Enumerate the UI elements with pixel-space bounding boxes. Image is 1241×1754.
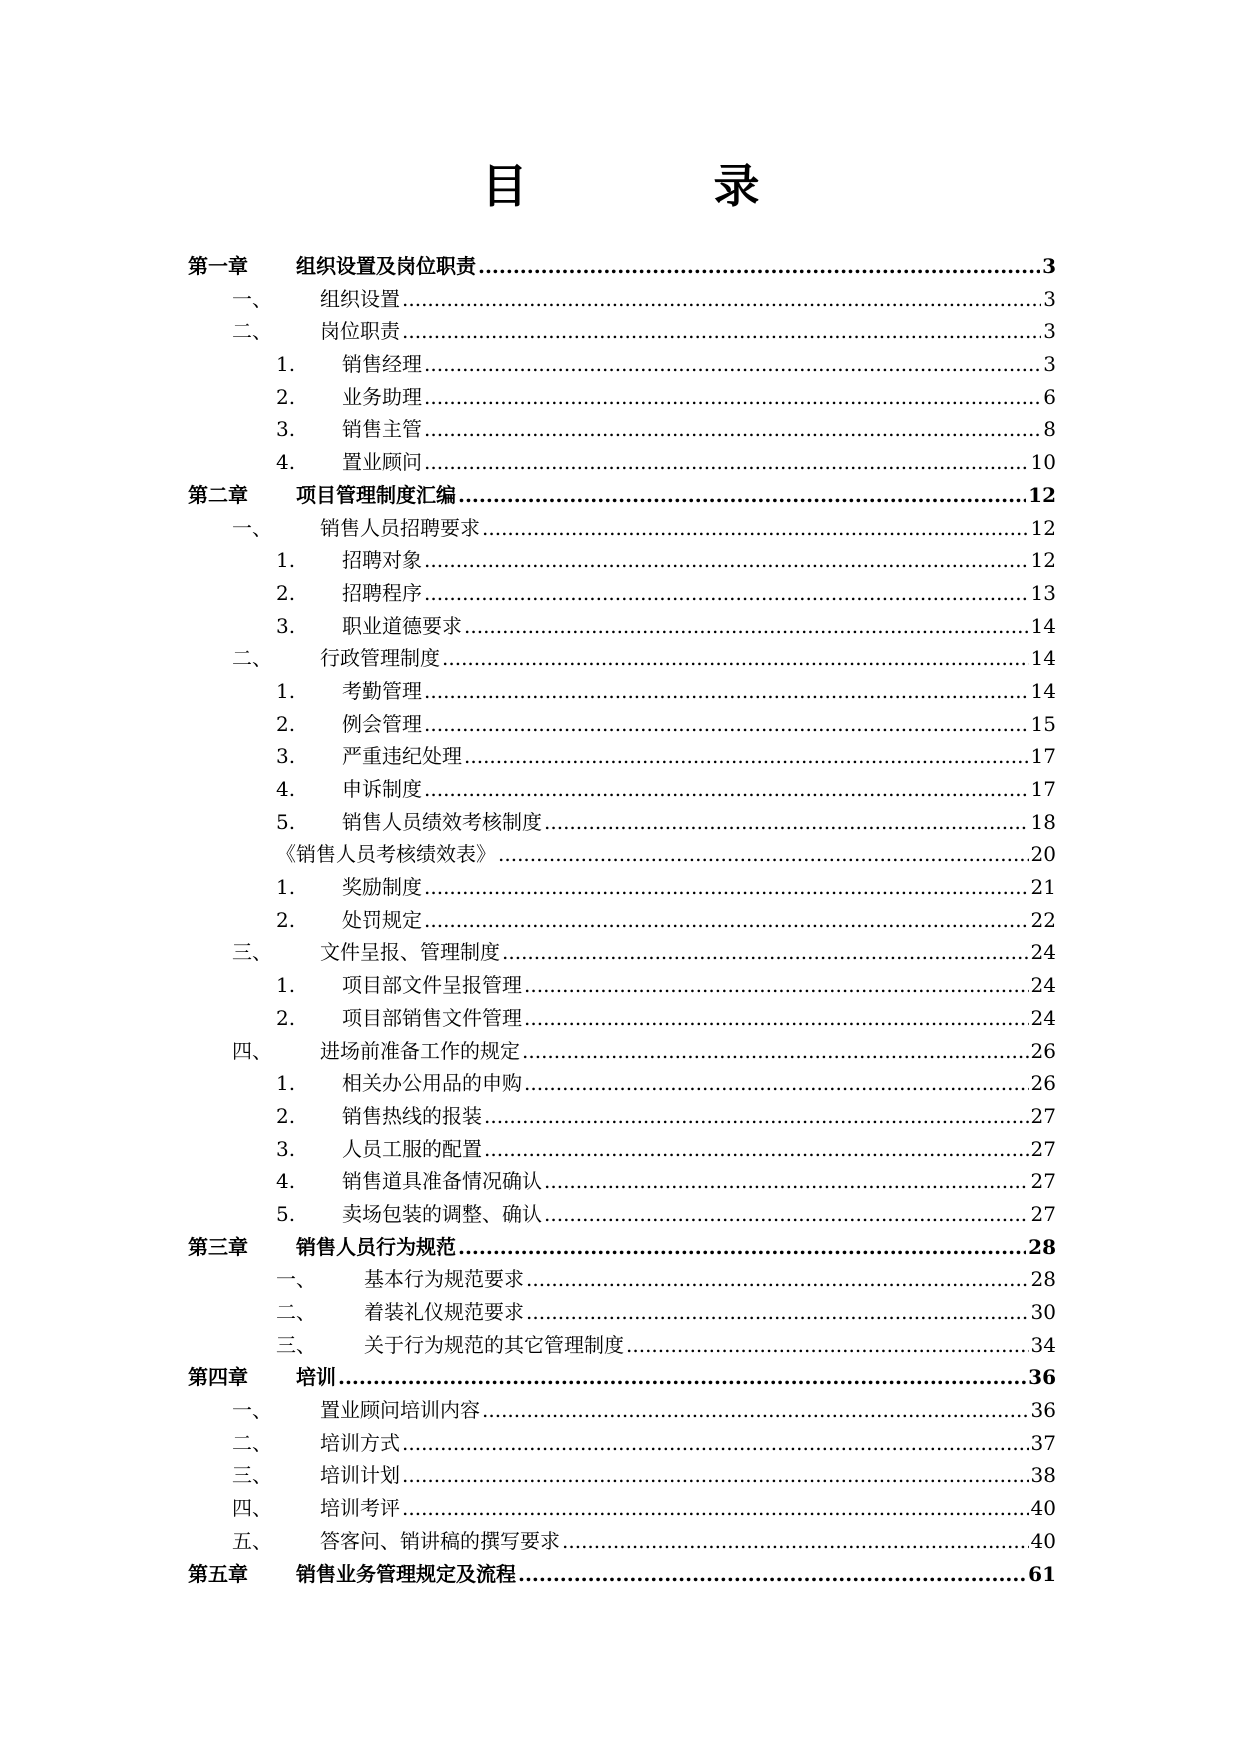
toc-leader-dots (482, 512, 1029, 545)
toc-leader-dots (522, 1035, 1029, 1068)
toc-entry-number: 5. (276, 1201, 296, 1226)
toc-entry-number: 一、 (232, 1398, 272, 1423)
toc-leader-dots (464, 740, 1029, 773)
toc-leader-dots (424, 446, 1029, 479)
toc-entry[interactable] (188, 740, 1056, 773)
toc-leader-dots (424, 348, 1041, 381)
toc-entry-title: 严重违纪处理 (342, 744, 462, 769)
toc-entry-page: 21 (1030, 875, 1056, 900)
toc-entry-title: 项目部文件呈报管理 (342, 973, 522, 998)
toc-entry-number: 第二章 (188, 482, 248, 507)
toc-leader-dots (482, 1394, 1029, 1427)
toc-entry-page: 3 (1043, 319, 1056, 344)
toc-entry-page: 3 (1043, 286, 1056, 311)
toc-entry[interactable] (188, 936, 1056, 969)
toc-entry-page: 34 (1030, 1332, 1056, 1357)
toc-entry-number: 1. (276, 1071, 296, 1096)
toc-entry-title: 行政管理制度 (320, 646, 440, 671)
table-of-contents (188, 250, 1056, 1590)
toc-entry-page: 17 (1030, 777, 1056, 801)
toc-entry-page: 13 (1030, 580, 1056, 605)
toc-entry[interactable] (188, 1525, 1056, 1558)
toc-entry[interactable] (188, 1427, 1056, 1460)
toc-entry-page: 30 (1030, 1300, 1056, 1324)
toc-entry[interactable] (188, 348, 1056, 381)
toc-entry-page: 28 (1030, 1267, 1056, 1292)
toc-entry[interactable] (188, 1329, 1056, 1362)
toc-leader-dots (544, 1198, 1029, 1231)
toc-leader-dots (484, 1133, 1029, 1166)
toc-entry-number: 第五章 (188, 1561, 248, 1586)
toc-entry[interactable] (188, 675, 1056, 708)
toc-entry-page: 12 (1028, 482, 1056, 507)
toc-leader-dots (424, 544, 1029, 577)
toc-entry-page: 27 (1030, 1136, 1056, 1161)
toc-entry-title: 培训计划 (320, 1463, 400, 1488)
toc-entry-number: 3. (276, 744, 296, 769)
toc-entry-title: 项目管理制度汇编 (296, 482, 456, 507)
toc-entry-title: 考勤管理 (342, 678, 422, 703)
toc-entry-number: 第四章 (188, 1365, 248, 1390)
toc-entry[interactable] (188, 1296, 1056, 1329)
toc-leader-dots (544, 806, 1029, 839)
toc-entry-page: 61 (1028, 1561, 1056, 1586)
toc-entry[interactable] (188, 1394, 1056, 1427)
toc-entry-title: 奖励制度 (342, 875, 422, 900)
toc-entry-page: 40 (1030, 1528, 1056, 1553)
toc-entry[interactable] (188, 1002, 1056, 1035)
toc-entry[interactable] (188, 1198, 1056, 1231)
toc-entry-number: 3. (276, 417, 296, 442)
toc-entry-page: 24 (1030, 1005, 1056, 1030)
toc-entry[interactable] (188, 1558, 1056, 1591)
toc-entry-title: 处罚规定 (342, 907, 422, 932)
toc-entry[interactable] (188, 1361, 1056, 1394)
toc-entry-page: 27 (1030, 1201, 1056, 1226)
toc-entry-page: 14 (1030, 678, 1056, 703)
toc-entry-number: 第三章 (188, 1234, 248, 1259)
toc-entry-number: 四、 (232, 1496, 272, 1521)
toc-entry-number: 三、 (276, 1332, 316, 1357)
toc-entry-page: 27 (1030, 1169, 1056, 1194)
toc-entry-page: 24 (1030, 940, 1056, 965)
toc-entry-title: 销售经理 (342, 352, 422, 377)
toc-entry[interactable] (188, 381, 1056, 414)
toc-leader-dots (458, 1231, 1026, 1264)
toc-entry-number: 二、 (232, 646, 272, 671)
toc-entry[interactable] (188, 413, 1056, 446)
toc-leader-dots (424, 675, 1029, 708)
toc-entry-number: 1. (276, 875, 296, 900)
toc-entry[interactable] (188, 708, 1056, 741)
toc-entry-page: 15 (1030, 711, 1056, 736)
toc-entry-title: 人员工服的配置 (342, 1136, 482, 1161)
toc-entry[interactable] (188, 577, 1056, 610)
toc-entry-number: 5. (276, 809, 296, 834)
toc-entry-title: 相关办公用品的申购 (342, 1071, 522, 1096)
toc-leader-dots (424, 708, 1029, 741)
toc-entry-title: 卖场包装的调整、确认 (342, 1201, 542, 1226)
toc-leader-dots (424, 773, 1029, 806)
toc-entry-number: 四、 (232, 1038, 272, 1063)
toc-entry-number: 4. (276, 1169, 296, 1194)
toc-entry[interactable] (188, 1100, 1056, 1133)
toc-entry[interactable] (188, 544, 1056, 577)
toc-leader-dots (524, 969, 1029, 1002)
toc-leader-dots (402, 283, 1041, 316)
toc-entry-number: 一、 (276, 1267, 316, 1292)
toc-entry-title: 业务助理 (342, 384, 422, 409)
toc-entry[interactable] (188, 250, 1056, 283)
toc-entry-page: 8 (1043, 417, 1056, 442)
toc-entry[interactable] (188, 315, 1056, 348)
toc-entry-title: 销售人员行为规范 (296, 1234, 456, 1259)
toc-entry-page: 40 (1030, 1496, 1056, 1521)
toc-entry-title: 进场前准备工作的规定 (320, 1038, 520, 1063)
toc-entry-title: 《销售人员考核绩效表》 (276, 842, 496, 867)
toc-entry-title: 置业顾问 (342, 450, 422, 475)
toc-entry-number: 3. (276, 1136, 296, 1161)
toc-entry-title: 组织设置 (320, 286, 400, 311)
toc-entry-page: 3 (1042, 254, 1056, 278)
toc-entry[interactable] (188, 1133, 1056, 1166)
toc-entry-number: 2. (276, 384, 296, 409)
toc-entry-title: 销售人员招聘要求 (320, 515, 480, 540)
toc-entry-number: 二、 (232, 1430, 272, 1455)
toc-entry-number: 1. (276, 548, 296, 573)
toc-entry-title: 项目部销售文件管理 (342, 1005, 522, 1030)
toc-leader-dots (626, 1329, 1029, 1362)
toc-entry-number: 1. (276, 678, 296, 703)
toc-entry-page: 27 (1030, 1103, 1056, 1128)
toc-leader-dots (526, 1296, 1029, 1329)
toc-entry-title: 招聘程序 (342, 580, 422, 605)
toc-entry-title: 文件呈报、管理制度 (320, 940, 500, 965)
toc-entry-number: 三、 (232, 1463, 272, 1488)
toc-leader-dots (402, 1427, 1029, 1460)
toc-entry-number: 1. (276, 352, 296, 377)
toc-entry[interactable] (188, 904, 1056, 937)
toc-entry-number: 三、 (232, 940, 272, 965)
toc-entry-page: 28 (1028, 1234, 1056, 1259)
toc-entry[interactable] (188, 969, 1056, 1002)
toc-entry-title: 销售热线的报装 (342, 1103, 482, 1128)
toc-entry-page: 36 (1030, 1398, 1056, 1423)
toc-entry[interactable] (188, 871, 1056, 904)
toc-entry-page: 17 (1030, 744, 1056, 769)
toc-entry-page: 14 (1030, 613, 1056, 638)
toc-entry-number: 1. (276, 973, 296, 998)
toc-entry-title: 例会管理 (342, 711, 422, 736)
toc-entry-page: 12 (1030, 548, 1056, 573)
toc-entry[interactable] (188, 838, 1056, 871)
toc-entry-number: 2. (276, 1005, 296, 1030)
toc-entry-number: 第一章 (188, 254, 248, 278)
toc-entry-title: 培训 (296, 1365, 336, 1390)
toc-entry[interactable] (188, 1231, 1056, 1264)
toc-leader-dots (518, 1558, 1026, 1591)
toc-entry-title: 培训考评 (320, 1496, 400, 1521)
toc-entry-number: 2. (276, 711, 296, 736)
toc-entry-number: 4. (276, 777, 296, 801)
toc-entry-number: 一、 (232, 515, 272, 540)
toc-leader-dots (402, 315, 1041, 348)
toc-entry-number: 二、 (276, 1300, 316, 1324)
toc-entry-title: 关于行为规范的其它管理制度 (364, 1332, 624, 1357)
toc-entry-title: 招聘对象 (342, 548, 422, 573)
toc-entry-number: 2. (276, 907, 296, 932)
toc-entry[interactable] (188, 1035, 1056, 1068)
toc-entry-number: 3. (276, 613, 296, 638)
toc-leader-dots (424, 577, 1029, 610)
toc-entry[interactable] (188, 512, 1056, 545)
toc-entry-page: 3 (1043, 352, 1056, 377)
toc-leader-dots (524, 1067, 1029, 1100)
toc-entry-title: 销售主管 (342, 417, 422, 442)
toc-entry[interactable] (188, 479, 1056, 512)
toc-leader-dots (562, 1525, 1029, 1558)
toc-entry-page: 18 (1030, 809, 1056, 834)
toc-entry-title: 置业顾问培训内容 (320, 1398, 480, 1423)
page-title: 目 录 (481, 159, 830, 213)
toc-entry-title: 申诉制度 (342, 777, 422, 801)
toc-entry-title: 基本行为规范要求 (364, 1267, 524, 1292)
toc-entry-number: 2. (276, 580, 296, 605)
toc-entry-title: 着装礼仪规范要求 (364, 1300, 524, 1324)
toc-entry[interactable] (188, 1165, 1056, 1198)
toc-entry-title: 销售人员绩效考核制度 (342, 809, 542, 834)
toc-leader-dots (338, 1361, 1026, 1394)
toc-leader-dots (424, 871, 1029, 904)
toc-entry[interactable] (188, 806, 1056, 839)
toc-entry[interactable] (188, 446, 1056, 479)
toc-entry-page: 37 (1030, 1430, 1056, 1455)
toc-entry-page: 20 (1030, 842, 1056, 867)
toc-entry[interactable] (188, 283, 1056, 316)
toc-entry[interactable] (188, 1459, 1056, 1492)
toc-leader-dots (498, 838, 1029, 871)
toc-entry[interactable] (188, 1492, 1056, 1525)
toc-entry-title: 岗位职责 (320, 319, 400, 344)
toc-entry-page: 38 (1030, 1463, 1056, 1488)
toc-entry-number: 一、 (232, 286, 272, 311)
toc-leader-dots (544, 1165, 1029, 1198)
toc-entry-page: 36 (1028, 1365, 1056, 1390)
toc-entry-number: 二、 (232, 319, 272, 344)
toc-leader-dots (502, 936, 1029, 969)
toc-leader-dots (424, 413, 1041, 446)
toc-entry-page: 26 (1030, 1038, 1056, 1063)
toc-entry-title: 职业道德要求 (342, 613, 462, 638)
toc-leader-dots (402, 1459, 1029, 1492)
toc-entry[interactable] (188, 642, 1056, 675)
toc-entry-title: 培训方式 (320, 1430, 400, 1455)
toc-leader-dots (424, 904, 1029, 937)
toc-entry[interactable] (188, 1263, 1056, 1296)
toc-entry-page: 14 (1030, 646, 1056, 671)
toc-entry-number: 2. (276, 1103, 296, 1128)
toc-leader-dots (458, 479, 1026, 512)
toc-leader-dots (442, 642, 1029, 675)
toc-entry[interactable] (188, 610, 1056, 643)
toc-entry-page: 24 (1030, 973, 1056, 998)
toc-entry-title: 答客问、销讲稿的撰写要求 (320, 1528, 560, 1553)
toc-entry-page: 22 (1030, 907, 1056, 932)
toc-entry-title: 销售业务管理规定及流程 (296, 1561, 516, 1586)
toc-entry-page: 26 (1030, 1071, 1056, 1096)
toc-entry-title: 销售道具准备情况确认 (342, 1169, 542, 1194)
toc-entry-page: 6 (1043, 384, 1056, 409)
toc-entry-number: 4. (276, 450, 296, 475)
toc-entry-page: 12 (1030, 515, 1056, 540)
toc-leader-dots (524, 1002, 1029, 1035)
toc-leader-dots (424, 381, 1041, 414)
toc-leader-dots (484, 1100, 1029, 1133)
toc-leader-dots (478, 250, 1040, 283)
toc-entry[interactable] (188, 773, 1056, 806)
toc-entry[interactable] (188, 1067, 1056, 1100)
toc-leader-dots (464, 610, 1029, 643)
toc-entry-number: 五、 (232, 1528, 272, 1553)
toc-leader-dots (526, 1263, 1029, 1296)
toc-leader-dots (402, 1492, 1029, 1525)
toc-entry-page: 10 (1030, 450, 1056, 475)
toc-entry-title: 组织设置及岗位职责 (296, 254, 476, 278)
